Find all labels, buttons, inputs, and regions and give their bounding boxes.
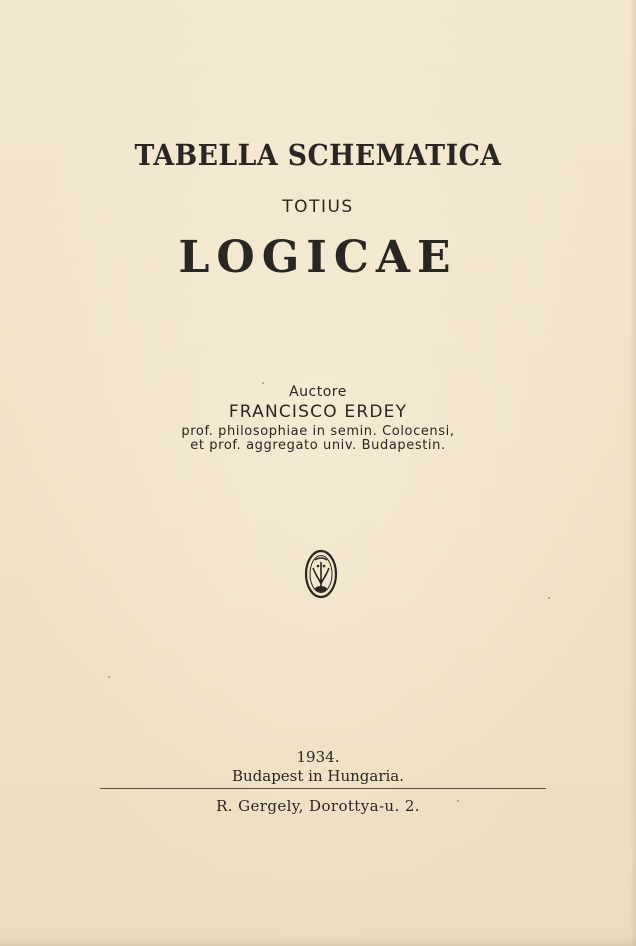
- paper-speck: [262, 382, 264, 384]
- paper-speck: [457, 800, 459, 802]
- author-role-line-1: prof. philosophiae in semin. Colocensi,: [181, 424, 455, 439]
- divider-rule: [100, 788, 546, 789]
- paper-speck: [108, 676, 110, 678]
- publication-year: 1934.: [296, 748, 340, 766]
- printer-device-icon: [303, 548, 339, 600]
- title-line-1: TABELLA SCHEMATICA: [134, 138, 502, 172]
- paper-speck: [548, 597, 550, 599]
- title-line-2: TOTIUS: [282, 197, 354, 217]
- author-label: Auctore: [289, 384, 347, 400]
- title-line-3: LOGICAE: [178, 232, 458, 283]
- publisher-line: R. Gergely, Dorottya-u. 2.: [216, 797, 420, 815]
- page-bottom-shadow: [0, 936, 636, 946]
- author-role-line-2: et prof. aggregato univ. Budapestin.: [190, 438, 446, 453]
- author-name: FRANCISCO ERDEY: [228, 402, 408, 422]
- publication-place: Budapest in Hungaria.: [231, 767, 405, 785]
